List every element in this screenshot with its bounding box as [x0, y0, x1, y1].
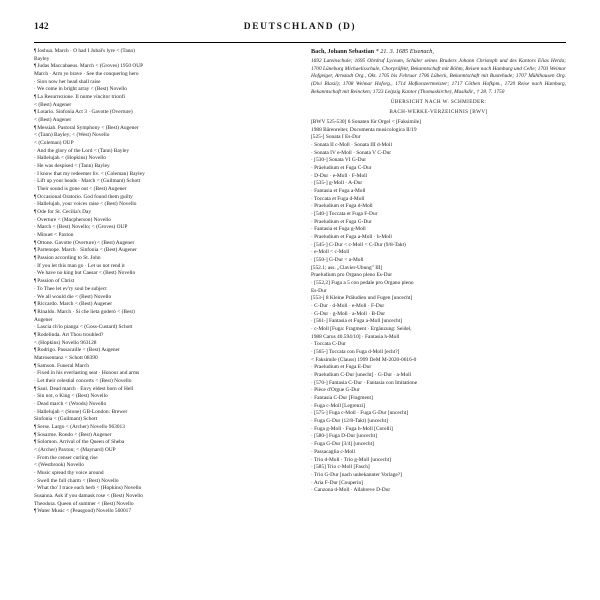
catalogue-line-text: · Lascia ch'io pianga < (Goss-Custard) Schott — [34, 324, 133, 331]
catalogue-line-text: · [530-] Sonata VI G-Dur — [311, 157, 366, 164]
catalogue-line-text: · Overture < (Macpherson) Novello — [34, 216, 111, 223]
composer-name: Bach, Johann Sebastian — [311, 48, 375, 55]
catalogue-line — [34, 217, 289, 225]
catalogue-line-text: · D-Dur · e-Moll · F-Moll — [311, 172, 368, 179]
catalogue-line-text: < (Archer) Paxton; < (Maynard) OUP — [34, 446, 116, 453]
catalogue-line-text: · Sion now her head shall raise — [34, 78, 101, 85]
catalogue-line-text: · Pièce d'Orgue G-Dur — [311, 387, 360, 394]
composer-heading — [311, 48, 566, 57]
catalogue-line-text: · Music spread thy voice around — [34, 469, 104, 476]
catalogue-line-text: Es-Dur — [311, 287, 327, 294]
catalogue-line-text: · Toccata et Fuga d-Moll — [311, 195, 365, 202]
catalogue-line-text: · Trio G-Dur [nach unbekannter Vorlage?] — [311, 471, 402, 478]
catalogue-line — [311, 295, 566, 303]
catalogue-line — [34, 247, 289, 255]
catalogue-line-text: · [550-] G-Dur < a-Moll — [311, 257, 364, 264]
catalogue-line — [34, 432, 289, 440]
catalogue-line — [34, 178, 289, 186]
catalogue-line-text: · Hallelujah < (Stone) GB-London: Brewer — [34, 408, 128, 415]
catalogue-line — [311, 288, 566, 296]
catalogue-line-text: · Passacaglia c-Moll — [311, 448, 356, 455]
catalogue-line-text: Sinfonia < (Guilmant) Schott — [34, 416, 98, 423]
catalogue-line — [34, 332, 289, 340]
catalogue-line-text: < Faksimile (Clauss) 1999 DeM M-2020-0616-0 — [311, 356, 417, 363]
catalogue-line-text: Joshua. March · O had I Jubal's lyre < (Tann) — [37, 48, 135, 54]
catalogue-line — [34, 117, 289, 125]
catalogue-line — [34, 48, 289, 56]
catalogue-line — [311, 188, 566, 196]
catalogue-line — [311, 127, 566, 135]
bullet-icon: ¶ — [34, 49, 37, 54]
catalogue-line-text: · [535-] g-Moll · A-Dur — [311, 180, 363, 187]
catalogue-line-text: · Minuet < Paxton — [34, 232, 74, 239]
catalogue-line — [311, 219, 566, 227]
catalogue-line — [311, 242, 566, 250]
catalogue-line — [311, 441, 566, 449]
catalogue-line-text: · Sin not, o King < (Best) Novello — [34, 393, 108, 400]
catalogue-line — [34, 386, 289, 394]
catalogue-line-text: · Their sound is gone out < (Best) Augener — [34, 186, 127, 193]
catalogue-line — [34, 109, 289, 117]
catalogue-line-text: · What tho' I trace each herb < (Hopkins) Novello — [34, 485, 142, 492]
catalogue-line-text: Praeludium pro Organo pleno Es-Dur — [311, 272, 393, 279]
catalogue-line — [311, 180, 566, 188]
composer-dates: 21. 3. 1685 Eisenach, — [380, 48, 434, 55]
catalogue-line — [311, 234, 566, 242]
catalogue-line — [34, 240, 289, 248]
section-subhead-2: BACH-WERKE-VERZEICHNIS [BWV] — [389, 109, 488, 116]
page-number: 142 — [34, 22, 49, 32]
catalogue-line — [311, 334, 566, 342]
catalogue-line — [34, 79, 289, 87]
catalogue-line-text: Serse. Largo < (Archer) Novello 963013 — [37, 423, 125, 430]
catalogue-line-text: · Sonata II c-Moll · Sonata III d-Moll — [311, 141, 392, 148]
catalogue-line — [34, 393, 289, 401]
catalogue-line-text: Rodelinda. Art Thou troubled? — [37, 331, 104, 338]
catalogue-line-text: · We have no king but Caesar < (Best) Novello — [34, 270, 136, 277]
catalogue-line — [311, 380, 566, 388]
catalogue-line — [34, 424, 289, 432]
catalogue-line-text: < (Tann) Bayley; < (West) Novello — [34, 132, 110, 139]
section-subhead-1: ÜBERSICHT NACH W. SCHMIEDER: — [390, 99, 487, 106]
catalogue-line-text: · Fuga c-Moll [Legrenzi] — [311, 402, 366, 409]
catalogue-line-text: · e-Moll < c-Moll — [311, 249, 350, 256]
two-column-body — [34, 48, 566, 588]
catalogue-line — [311, 464, 566, 472]
catalogue-line-text: Rinaldo. March · Si che lieta goderò < (Best) — [37, 308, 135, 315]
catalogue-line-text: · If you let this man go · Let us not rend it — [34, 262, 125, 269]
catalogue-line-text: · We all would die < (Best) Novello — [34, 293, 112, 300]
catalogue-line — [311, 157, 566, 165]
bullet-icon: ¶ — [34, 363, 37, 369]
right-column — [307, 48, 566, 588]
catalogue-line — [34, 508, 289, 516]
catalogue-line-text: · [545-] C-Dur < c-Moll < C-Dur (9/8-Takt) — [311, 241, 406, 248]
catalogue-line — [311, 395, 566, 403]
catalogue-line — [34, 324, 289, 332]
catalogue-line — [311, 341, 566, 349]
bullet-icon: ¶ — [34, 64, 37, 70]
bullet-icon: ¶ — [34, 509, 37, 515]
catalogue-line — [34, 447, 289, 455]
bullet-icon: ¶ — [34, 386, 37, 392]
catalogue-line-text: · Trio d-Moll · Trio g-Moll [uncecht] — [311, 456, 391, 463]
catalogue-line-text: < (Coleman) OUP — [34, 140, 74, 147]
catalogue-line — [311, 449, 566, 457]
catalogue-line — [34, 340, 289, 348]
catalogue-line — [311, 272, 566, 280]
catalogue-line-text: · Praeludium et Fuga E-Dur — [311, 364, 372, 371]
bullet-icon: ¶ — [34, 302, 37, 308]
catalogue-line — [311, 173, 566, 181]
bullet-icon: ¶ — [34, 332, 37, 338]
catalogue-line-text: · C-Dur · d-Moll · e-Moll · F-Dur — [311, 303, 385, 310]
catalogue-line — [34, 232, 289, 240]
catalogue-line-text: Messiah. Pastoral Symphony < (Best) Augener — [37, 124, 139, 131]
catalogue-line-text: Lotario. Sinfonia Act 3 · Gavotte (Overture) — [37, 109, 133, 116]
catalogue-line — [34, 301, 289, 309]
catalogue-line — [311, 418, 566, 426]
catalogue-line — [311, 280, 566, 288]
catalogue-line — [34, 186, 289, 194]
catalogue-line — [34, 363, 289, 371]
catalogue-line — [34, 163, 289, 171]
catalogue-line-text: · Fantasia et Fuga a-Moll — [311, 187, 366, 194]
catalogue-line-text: < (Hopkins) Novello 963128 — [34, 339, 97, 346]
catalogue-line — [34, 485, 289, 493]
catalogue-line-text: [553-] 8 Kleine Präludien und Fugen [uncecht] — [311, 295, 413, 302]
catalogue-line-text: · Canzona d-Moll · Allabreve D-Dur — [311, 487, 391, 494]
catalogue-line-text: · G-Dur · g-Moll · a-Moll · B-Dur — [311, 310, 386, 317]
catalogue-line — [311, 196, 566, 204]
catalogue-line-text: < (Best) Augener — [34, 101, 72, 108]
catalogue-line-text: · And the glory of the Lord < (Tann) Bayley — [34, 147, 130, 154]
bullet-icon: ¶ — [34, 256, 37, 262]
catalogue-line — [311, 226, 566, 234]
bullet-icon: ¶ — [34, 309, 37, 315]
catalogue-line-text: · Aria F-Dur [Couperin] — [311, 479, 363, 486]
catalogue-line — [311, 403, 566, 411]
catalogue-line — [34, 140, 289, 148]
catalogue-line — [34, 347, 289, 355]
catalogue-line — [34, 224, 289, 232]
catalogue-line — [34, 194, 289, 202]
catalogue-line — [34, 155, 289, 163]
catalogue-line-text: · Dead march < (Woods) Novello — [34, 400, 107, 407]
catalogue-line-text: · Sonata IV e-Moll · Sonata V C-Dur — [311, 149, 392, 156]
bullet-icon: ¶ — [34, 348, 37, 354]
catalogue-line-text: Passion according to St. John — [37, 255, 101, 262]
catalogue-line — [34, 270, 289, 278]
catalogue-line-text: · [552,2] Fuga a 5 con pedale pro Organo pleno — [311, 280, 414, 287]
catalogue-line — [34, 378, 289, 386]
catalogue-line — [34, 71, 289, 79]
bullet-icon: ¶ — [34, 194, 37, 200]
catalogue-line — [311, 134, 566, 142]
catalogue-line — [34, 94, 289, 102]
catalogue-line — [34, 263, 289, 271]
catalogue-line — [311, 303, 566, 311]
catalogue-line-text: · I know that my redeemer liv. < (Coleman) Bayley — [34, 170, 145, 177]
catalogue-line-text: · Fantasia C-Dur [Fragment] — [311, 395, 373, 402]
running-title: DEUTSCHLAND (D) — [243, 22, 357, 32]
bullet-icon: ¶ — [34, 210, 37, 216]
catalogue-line — [34, 409, 289, 417]
catalogue-line — [34, 148, 289, 156]
catalogue-line — [311, 142, 566, 150]
catalogue-line-text: Ode for St. Cecilia's Day — [37, 209, 92, 216]
catalogue-line-text: Saul. Dead march · Envy eldest born of Hell — [37, 385, 134, 392]
catalogue-line-text: < (Westbrook) Novello — [34, 462, 84, 469]
catalogue-line — [34, 86, 289, 94]
catalogue-line — [311, 480, 566, 488]
catalogue-line-text: Sosarme. Rondo < (Best) Augener — [37, 431, 112, 438]
catalogue-line — [311, 487, 566, 495]
catalogue-line — [311, 433, 566, 441]
catalogue-line-text: Bayley — [34, 55, 50, 62]
catalogue-line — [34, 201, 289, 209]
catalogue-line — [34, 278, 289, 286]
right-column-entries — [311, 119, 566, 495]
catalogue-line — [34, 462, 289, 470]
bullet-icon: ¶ — [34, 110, 37, 116]
catalogue-line-text: Theodora. Queen of summer < (Best) Novello — [34, 500, 134, 507]
catalogue-line-text: · Präeludium et Fuga C-Dur — [311, 164, 372, 171]
catalogue-line-text: · Hallelujah < (Hopkins) Novello — [34, 155, 106, 162]
catalogue-line — [34, 102, 289, 110]
catalogue-line — [34, 171, 289, 179]
catalogue-line — [34, 125, 289, 133]
catalogue-line-text: Passion of Christ — [37, 278, 75, 285]
catalogue-line — [34, 470, 289, 478]
catalogue-line-text: · [580-] Fuga D-Dur [uncecht] — [311, 433, 377, 440]
catalogue-line-text: La Resurrezione. Il nume vincitor trionfi — [37, 94, 125, 101]
catalogue-line — [34, 294, 289, 302]
catalogue-line-text: · [585] Trio c-Moll [Fasch] — [311, 464, 370, 471]
catalogue-line — [34, 493, 289, 501]
bullet-icon: ¶ — [34, 125, 37, 131]
catalogue-line — [34, 286, 289, 294]
catalogue-line-text: Partenope. March · Sinfonia < (Best) Augener — [37, 247, 137, 254]
catalogue-line-text: · Swell the full charm < (Best) Novello — [34, 477, 119, 484]
bullet-icon: ¶ — [34, 424, 37, 430]
catalogue-line — [34, 255, 289, 263]
catalogue-line-text: 1988 Bärenreiter, Documenta musicologica II/19 — [311, 126, 417, 133]
header-rule — [34, 42, 566, 43]
catalogue-line-text: · Hallelujah, your voices raise < (Best) Novello — [34, 201, 137, 208]
catalogue-line — [311, 410, 566, 418]
catalogue-line-text: · [570-] Fantasia C-Dur · Fantasia con Imitatione — [311, 379, 418, 386]
catalogue-line-text: · He was despised < (Tann) Bayley — [34, 163, 110, 170]
catalogue-line — [34, 416, 289, 424]
catalogue-line-text: · From the censer curling rise — [34, 454, 98, 461]
catalogue-line-text: · [540-] Toccata et Fuga F-Dur — [311, 211, 378, 217]
catalogue-line — [311, 387, 566, 395]
catalogue-line — [34, 401, 289, 409]
catalogue-line — [34, 209, 289, 217]
catalogue-line — [311, 150, 566, 158]
bullet-icon: ¶ — [34, 279, 37, 285]
catalogue-line-text: · Toccata C-Dur — [311, 341, 346, 348]
catalogue-line — [311, 357, 566, 365]
composer-biography: 1692 Lateinschule; 1695 Ohrdruf Lyceum, Schüler seines Bruders Johann Christoph und des Kantors Elias Herda; 1700 Lüneburg Michaelisschule, Chorpräfekt, Bekanntschaft mit Böhm, Reisen nach Hamburg und Celle; 1703 Weimar Hofgeiger, Arnstadt Org., Okt. 1705 bis Februar 1706 Lübeck, Bekanntschaft mit Buxtehude; 1707 Mühlhausen Org. (Divi Blasii); 1708 Weimar Hoforg., 1714 Hofkonzertmeister; 1717 Cöthen Hofkpm., 1720 Reise nach Hamburg, Bekanntschaft mit Reincken; 1723 Leipzig Kantor (Thomaskirche), Musikdir., † 28. 7. 1750 — [311, 57, 566, 95]
catalogue-line-text: Samson. Funeral March — [37, 362, 89, 369]
catalogue-line — [34, 309, 289, 317]
catalogue-line — [311, 472, 566, 480]
catalogue-line-text: [BWV 525-530] 6 Sonaten für Orgel < [Faksimile] — [311, 118, 421, 125]
catalogue-line — [34, 317, 289, 325]
catalogue-line — [311, 265, 566, 273]
catalogue-line — [311, 326, 566, 334]
catalogue-line-text: · Praeludium et Fuga a-Moll · h-Moll — [311, 234, 392, 241]
catalogue-line-text: · Fixed in his everlasting seat · Honour and arms — [34, 370, 140, 377]
catalogue-line-text: Riccardo. March < (Best) Augener — [37, 301, 113, 308]
catalogue-line-text: Matrosentanz < Schott 08390 — [34, 354, 98, 361]
catalogue-line-text: [525-] Sonata I Es-Dur — [311, 134, 361, 141]
catalogue-line-text: Judas Maccabaeus. March < (Groves) 1950 OUP — [37, 63, 144, 70]
catalogue-line-text: Susanna. Ask if you damask rose < (Best) Novello — [34, 492, 143, 499]
catalogue-line-text: · Fuga g-Moll · Fuga h-Moll [Corelli] — [311, 425, 393, 432]
catalogue-line-text: · Fuga G-Dur (12/8-Takt) [uncecht] — [311, 418, 388, 425]
catalogue-line-text: · Let their celestial concerts < (Best) Novello — [34, 377, 132, 384]
catalogue-line — [34, 478, 289, 486]
catalogue-line — [311, 249, 566, 257]
catalogue-line-text: · [565-] Toccata con Fuga d-Moll [echt?] — [311, 349, 400, 356]
composer-star: * — [375, 48, 379, 55]
catalogue-line-text: Ottone. Gavotte (Overture) < (Best) Augener — [37, 239, 135, 246]
catalogue-line-text: · Lift up your heads · March < (Guilmant) Schott — [34, 178, 141, 185]
bullet-icon: ¶ — [34, 432, 37, 438]
catalogue-line — [311, 211, 566, 219]
left-column — [34, 48, 293, 588]
catalogue-line-text: Augener — [34, 316, 53, 323]
catalogue-line-text: · March < (Best) Novello; < (Groves) OUP — [34, 224, 128, 231]
catalogue-line — [311, 372, 566, 380]
catalogue-line — [34, 56, 289, 64]
catalogue-line-text: · Fuga G-Dur [3/4] [uncecht] — [311, 441, 374, 448]
catalogue-line-text: < (Best) Augener — [34, 117, 72, 124]
catalogue-line — [34, 370, 289, 378]
catalogue-line-text: · [561-] Fantasia et Fuga a-Moll [uncecht] — [311, 318, 403, 325]
catalogue-line — [311, 165, 566, 173]
catalogue-line-text: · Praeludium et Fuga G-Dur — [311, 218, 372, 225]
catalogue-line-text: · To Thee let ev'ry soul be subject — [34, 285, 107, 292]
catalogue-line — [34, 501, 289, 509]
catalogue-line-text: Water Music < (Peasgood) Novello 560017 — [37, 508, 132, 515]
catalogue-line — [311, 318, 566, 326]
catalogue-line-text: March · Arm ye brave · See the conquering hero — [34, 71, 139, 78]
bullet-icon: ¶ — [34, 240, 37, 246]
catalogue-line — [311, 349, 566, 357]
catalogue-line — [34, 63, 289, 71]
catalogue-line — [34, 455, 289, 463]
page-header — [34, 22, 566, 38]
catalogue-line-text: · Praeludium C-Dur [unecht] · G-Dur · a-Moll — [311, 372, 412, 379]
bullet-icon: ¶ — [34, 95, 37, 101]
bullet-icon: ¶ — [34, 248, 37, 254]
catalogue-line — [34, 439, 289, 447]
catalogue-line-text: · We come in bright array < (Best) Novello — [34, 86, 127, 93]
catalogue-line — [311, 364, 566, 372]
catalogue-line — [311, 426, 566, 434]
catalogue-line — [311, 311, 566, 319]
catalogue-line — [311, 257, 566, 265]
catalogue-line-text: · [575-] Fuga c-Moll · Fuga G-Dur [uncecht] — [311, 410, 409, 417]
catalogue-line — [34, 355, 289, 363]
left-column-entries — [34, 48, 289, 516]
catalogue-line — [34, 132, 289, 140]
catalogue-line-text: Rodrigo. Passacaille < (Best) Augener — [37, 347, 120, 354]
catalogue-line — [311, 203, 566, 211]
catalogue-line-text: · c-Moll [Fuga: Fragment · Ergänzung: Seidel, — [311, 326, 412, 333]
catalogue-line-text: [552.1; ass. „Clavier-Übung" III] — [311, 264, 383, 271]
catalogue-line — [311, 119, 566, 127]
catalogue-line-text: 1988 Carus 40.594/10] · Fantasia h-Moll — [311, 333, 400, 340]
catalogue-line-text: Occasional Oratorio. God found them guilty — [37, 193, 133, 200]
catalogue-line-text: Solomon. Arrival of the Queen of Sheba — [37, 439, 125, 446]
catalogue-line — [311, 457, 566, 465]
catalogue-line-text: · Praeludium et Fuga d-Moll — [311, 203, 373, 210]
catalogue-line-text: · Fantasia et Fuga g-Moll — [311, 226, 366, 233]
bullet-icon: ¶ — [34, 440, 37, 446]
